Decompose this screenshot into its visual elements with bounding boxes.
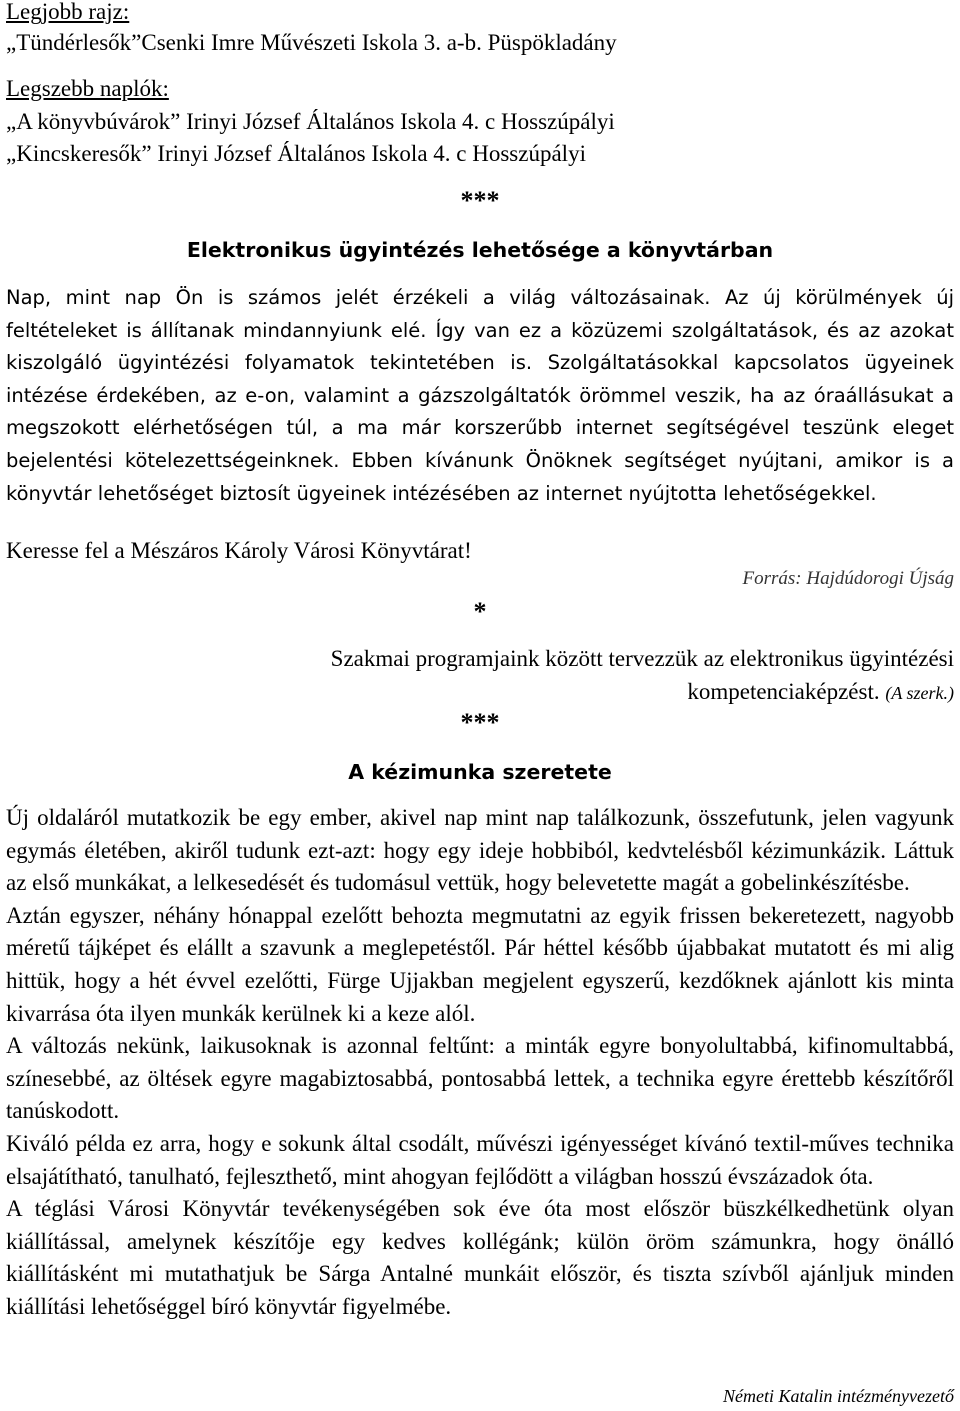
- article-title: Elektronikus ügyintézés lehetősége a könyvtárban: [186, 238, 774, 262]
- article-body: [6, 802, 954, 1324]
- drawing-award-heading: Legjobb rajz:: [6, 0, 130, 24]
- section-separator: ***: [460, 708, 500, 737]
- editor-note: [6, 642, 954, 710]
- editor-credit: (A szerk.): [885, 683, 954, 703]
- diary-award-heading: Legszebb naplók:: [6, 76, 169, 101]
- article-source: Forrás: Hajdúdorogi Újság: [742, 568, 954, 589]
- signature: Németi Katalin intézményvezető: [723, 1386, 954, 1406]
- drawing-award-entry: „Tündérlesők”Csenki Imre Művészeti Iskola 3. a-b. Püspökladány: [6, 30, 617, 55]
- article-paragraph: A változás nekünk, laikusoknak is azonnal feltűnt: a minták egyre bonyolultabbá, kifinomultabbá, színesebbé, az öltések egyre magabiztosabbá, pontosabbá lettek, a technika egyre érettebb készítőről tanúskodott.: [6, 1033, 954, 1124]
- article-paragraph: Aztán egyszer, néhány hónappal ezelőtt behozta megmutatni az egyik frissen bekeretezett, nagyobb méretű tájképet és elállt a szavunk a meglepetéstől. Pár héttel később újabbakat mutatott és mi alig hittük, hogy a hét évvel ezelőtti, Fürge Ujjakban megjelent egyszerű, kezdőknek ajánlott kis minta kivarrása óta ilyen munkák kerülnek ki a keze alól.: [6, 902, 954, 1026]
- diary-award-entry: „A könyvbúvárok” Irinyi József Általános Iskola 4. c Hosszúpályi: [6, 109, 615, 134]
- section-separator: *: [473, 597, 487, 626]
- article-body: Nap, mint nap Ön is számos jelét érzékeli a világ változásainak. Az új körülmények új feltételeket is állítanak mindannyiunk elé. Így van ez a közüzemi szolgáltatások, és az azokat kiszolgáló ügyintézési folyamatok tekintetében is. Szolgáltatásokkal kapcsolatos ügyeinek intézése érdekében, az e-on, valamint a gázszolgáltatók örömmel veszik, ha az óraállásukat a megszokott elérhetőségen túl, a ma már korszerűbb internet segítségével teszünk eleget bejelentési kötelezettségeinknek. Ebben kívánunk Önöknek segítséget nyújtani, amikor is a könyvtár lehetőséget biztosít ügyeinek intézésében az internet nyújtotta lehetőségekkel.: [6, 286, 954, 505]
- article-title: A kézimunka szeretete: [348, 760, 612, 784]
- article-paragraph: Új oldaláról mutatkozik be egy ember, akivel nap mint nap találkozunk, összefutunk, jelen vagyunk egymás életében, akiről tudunk ezt-azt: hogy egy ideje hobbiból, kedvtelésből kézimunkázik. Láttuk az első munkákat, a lelkesedését és tudomásul vettük, hogy belevetette magát a gobelinkészítésbe.: [6, 805, 954, 896]
- editor-note-line: Szakmai programjaink között tervezzük az elektronikus ügyintézési: [330, 646, 954, 671]
- editor-note-text: kompetenciaképzést.: [687, 679, 880, 704]
- call-to-action: Keresse fel a Mészáros Károly Városi Könyvtárat!: [6, 538, 472, 563]
- editor-note-line: [6, 675, 954, 710]
- article-paragraph: A téglási Városi Könyvtár tevékenységében sok éve óta most először büszkélkedhetünk olyan kiállítással, amelynek készítője egy kedves kollégánk; külön öröm számunkra, hogy önálló kiállításként mi mutathatjuk be Sárga Antalné munkáit először, és tiszta szívből ajánljuk minden kiállítási lehetőséggel bíró könyvtár figyelmébe.: [6, 1196, 954, 1319]
- article-paragraph: Kiváló példa ez arra, hogy e sokunk által csodált, művészi igényességet kívánó textil-műves technika elsajátítható, tanulható, fejleszthető, mint ahogyan fejlődött a világban hosszú évszázadok óta.: [6, 1130, 954, 1189]
- diary-award-entry: „Kincskeresők” Irinyi József Általános Iskola 4. c Hosszúpályi: [6, 141, 586, 166]
- section-separator: ***: [460, 186, 500, 215]
